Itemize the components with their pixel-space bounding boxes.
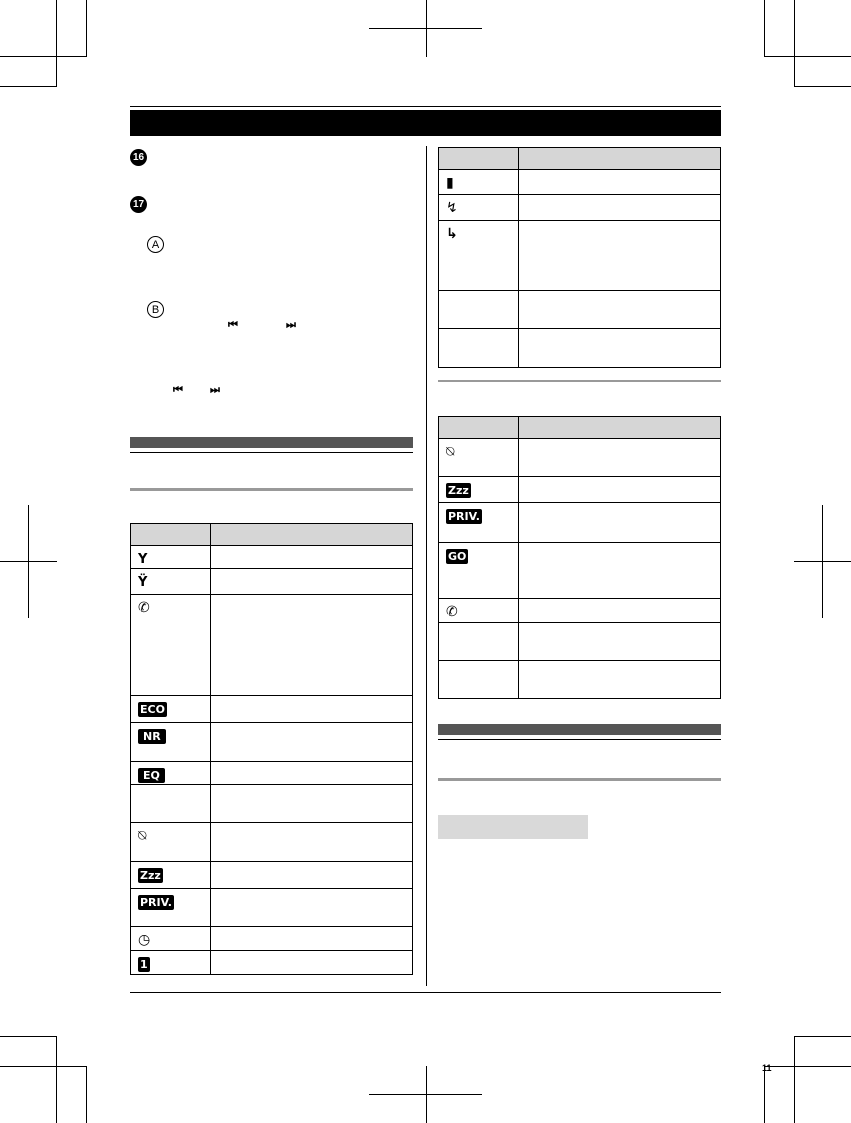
description-cell	[519, 329, 721, 368]
setting-icons-table	[438, 416, 721, 699]
table-header-cell	[519, 148, 721, 170]
icon-cell	[439, 221, 519, 291]
nr-icon: NR	[138, 729, 166, 744]
section-heading-rule	[130, 452, 413, 453]
icon-cell	[439, 543, 519, 599]
description-cell	[211, 951, 413, 975]
handset-icon: ✆	[138, 600, 150, 616]
icon-cell	[131, 546, 211, 569]
eco-icon: ECO	[140, 703, 165, 716]
crop-mark	[794, 1036, 795, 1123]
crop-mark	[86, 0, 87, 57]
table-header-cell	[519, 417, 721, 439]
section-heading-rule	[438, 739, 721, 740]
crop-mark	[369, 1094, 482, 1095]
crop-mark	[794, 561, 851, 562]
skip-forward-icon: ⏭	[210, 384, 219, 396]
subsection-rule	[438, 380, 721, 382]
missed-call-icon: ↯	[446, 200, 458, 216]
crop-mark	[56, 1036, 57, 1123]
icon-cell	[131, 951, 211, 975]
description-cell	[211, 762, 413, 785]
description-cell	[519, 543, 721, 599]
crop-mark	[369, 28, 482, 29]
go-icon: GO	[448, 550, 467, 563]
icon-cell	[131, 595, 211, 696]
icon-cell	[131, 889, 211, 927]
header-rule	[130, 106, 721, 107]
icon-cell	[131, 696, 211, 723]
subsection-rule	[438, 778, 721, 781]
priv-icon: PRIV.	[448, 510, 480, 523]
description-cell	[211, 595, 413, 696]
ringer-off-icon: ⍉	[138, 828, 147, 844]
crop-mark	[794, 0, 795, 87]
crop-mark	[56, 0, 57, 87]
table-header-cell	[439, 417, 519, 439]
icon-cell	[131, 927, 211, 951]
display-icons-table	[130, 523, 413, 975]
item-17-marker: 17	[130, 196, 147, 213]
icon-cell	[439, 661, 519, 699]
zzz-icon: Zzz	[140, 869, 161, 882]
description-cell	[211, 546, 413, 569]
priv-icon: PRIV.	[140, 896, 172, 909]
column-divider	[426, 146, 427, 986]
subsection-rule	[130, 488, 413, 491]
crop-mark	[0, 1066, 87, 1067]
antenna-icon: Y	[138, 552, 148, 567]
crop-mark	[764, 1066, 765, 1123]
table-header-cell	[439, 148, 519, 170]
footer-rule	[130, 992, 721, 993]
header-bar	[130, 110, 721, 136]
crop-mark	[0, 56, 87, 57]
battery-icon: ▮	[446, 175, 454, 191]
icon-cell	[439, 623, 519, 661]
description-cell	[519, 195, 721, 221]
crop-mark	[764, 1066, 851, 1067]
antenna-weak-icon: Ÿ	[138, 575, 148, 590]
description-cell	[519, 221, 721, 291]
icon-cell	[439, 195, 519, 221]
display-icons-table-continued	[438, 147, 721, 368]
icon-cell	[131, 762, 211, 785]
description-cell	[519, 291, 721, 329]
line-1-icon: 1	[140, 958, 148, 971]
description-cell	[211, 723, 413, 762]
description-cell	[519, 439, 721, 477]
description-cell	[211, 785, 413, 823]
description-cell	[519, 661, 721, 699]
description-cell	[211, 862, 413, 889]
crop-mark	[764, 0, 765, 57]
item-a-marker: A	[147, 236, 164, 253]
crop-mark	[0, 86, 57, 87]
icon-cell	[131, 823, 211, 862]
description-cell	[211, 889, 413, 927]
clock-icon: ◷	[138, 932, 151, 948]
crop-mark	[0, 561, 57, 562]
icon-cell	[439, 599, 519, 623]
description-cell	[211, 696, 413, 723]
crop-mark	[794, 1036, 851, 1037]
icon-cell	[131, 569, 211, 595]
speaker-call-icon: ✆	[446, 604, 458, 620]
description-cell	[211, 569, 413, 595]
table-header-cell	[131, 524, 211, 546]
icon-cell	[131, 723, 211, 762]
icon-cell	[439, 477, 519, 503]
description-cell	[519, 599, 721, 623]
icon-cell	[439, 503, 519, 543]
description-cell	[519, 503, 721, 543]
corner-page-text: 11	[762, 1063, 772, 1073]
icon-cell	[439, 291, 519, 329]
description-cell	[211, 823, 413, 862]
description-cell	[519, 170, 721, 195]
skip-back-icon: ⏮	[228, 319, 237, 331]
crop-mark	[0, 1036, 57, 1037]
icon-cell	[439, 170, 519, 195]
skip-back-icon: ⏮	[173, 384, 182, 396]
call-forward-icon: ↳	[446, 226, 458, 242]
icon-cell	[131, 862, 211, 889]
ringer-off-icon: ⍉	[446, 444, 455, 460]
procedure-label-box	[438, 815, 588, 839]
crop-mark	[764, 56, 851, 57]
description-cell	[519, 623, 721, 661]
crop-mark	[794, 86, 851, 87]
description-cell	[211, 927, 413, 951]
item-b-marker: B	[147, 301, 164, 318]
zzz-icon: Zzz	[448, 484, 469, 497]
section-heading-bar	[438, 724, 721, 735]
item-16-marker: 16	[130, 149, 147, 166]
icon-cell	[131, 785, 211, 823]
description-cell	[519, 477, 721, 503]
crop-mark	[86, 1066, 87, 1123]
section-heading-bar	[130, 437, 413, 448]
table-header-cell	[211, 524, 413, 546]
skip-forward-icon: ⏭	[286, 319, 295, 331]
eq-icon: EQ	[138, 768, 165, 783]
icon-cell	[439, 329, 519, 368]
icon-cell	[439, 439, 519, 477]
